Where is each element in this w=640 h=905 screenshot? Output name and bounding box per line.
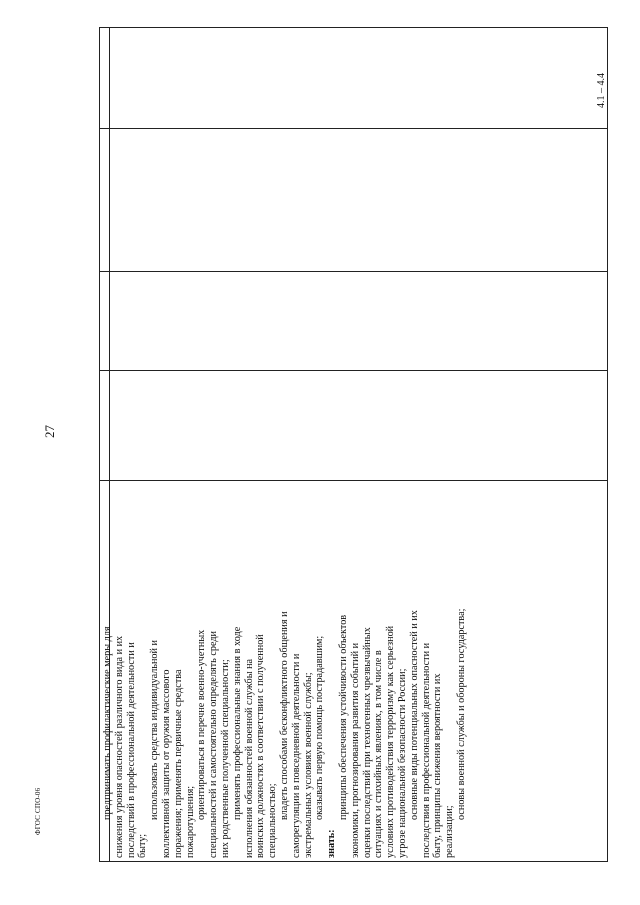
text-line: снижения уровня опасностей различного вида и их [113, 635, 125, 858]
text-line: предпринимать профилактические меры для [102, 626, 113, 820]
text-line: быту, принципы снижения вероятности их [432, 673, 444, 858]
text-line: использовать средства индивидуальной и [149, 640, 161, 820]
text-line: коллективной защиты от оружия массового [160, 669, 172, 858]
text-line: быту; [137, 833, 149, 858]
text-line: экономики, прогнозирования развития событий и [349, 642, 361, 858]
text-line: пожаротушения; [184, 785, 196, 858]
table-border-top [99, 27, 608, 28]
table-border-bottom [99, 861, 608, 862]
text-line: последствия в профессиональной деятельности и [420, 642, 432, 858]
text-line: основы военной службы и обороны государства; [455, 608, 467, 820]
text-line: последствий в профессиональной деятельности и [125, 642, 137, 858]
text-line: оценки последствий при техногенных чрезвычайных [361, 627, 373, 858]
text-line: владеть способами бесконфликтного общения и [278, 611, 290, 820]
table-border-left [99, 27, 100, 862]
text-line: исполнения обязанностей военной службы на [243, 658, 255, 858]
text-line: основные виды потенциальных опасностей и их [408, 610, 420, 820]
text-line: специальностей и самостоятельно определять среди [208, 630, 220, 858]
text-line: оказывать первую помощь пострадавшим; [314, 635, 326, 820]
text-line: угрозе национальной безопасности России; [396, 668, 408, 858]
competence-code: 4.1 – 4.4 [596, 73, 607, 108]
text-line: ситуациях и стихийных явлениях, в том числе в [373, 650, 385, 858]
text-line: поражения; применять первичные средства [172, 669, 184, 858]
text-line: применять профессиональные знания в ходе [231, 626, 243, 820]
section-heading: знать: [326, 829, 338, 858]
text-line: экстремальных условиях военной службы; [302, 672, 314, 858]
text-line: условиях противодействия терроризму как серьезной [385, 625, 397, 858]
text-line: ориентироваться в перечне военно-учетных [196, 629, 208, 820]
text-line: специальностью; [267, 783, 279, 858]
body-text [102, 33, 582, 858]
text-line: них родственные полученной специальности; [219, 659, 231, 858]
text-line: реализации; [444, 805, 456, 858]
table-border-right [607, 27, 608, 862]
footer-code: ФГОС СПО-06 [34, 787, 42, 835]
text-line: принципы обеспечения устойчивости объектов [337, 614, 349, 820]
text-line: саморегуляции в повседневной деятельности и [290, 653, 302, 858]
text-line: воинских должностях в соответствии с полученной [255, 634, 267, 858]
page-number: 27 [42, 425, 57, 438]
